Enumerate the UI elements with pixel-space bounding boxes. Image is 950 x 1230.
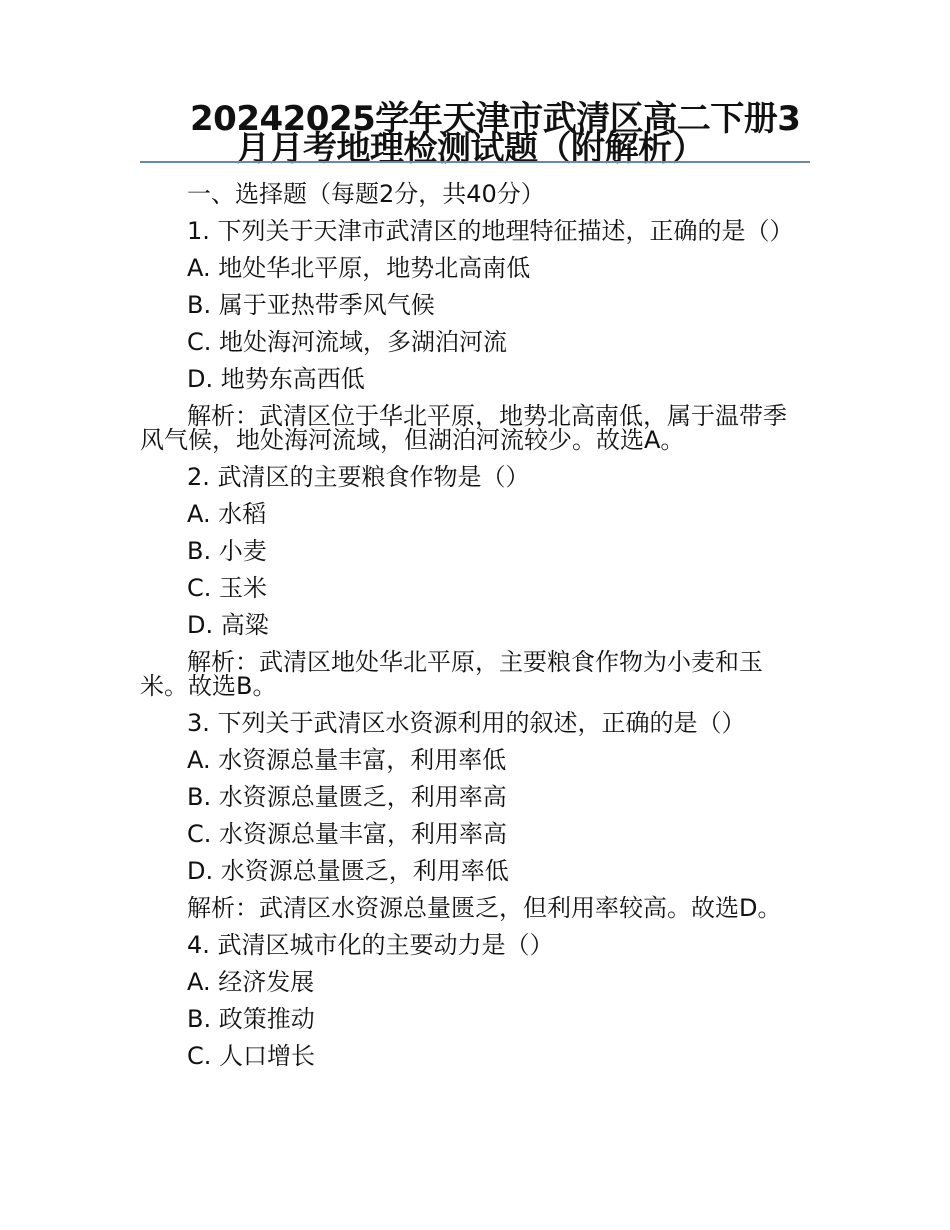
question-2-option-d: D. 高粱 bbox=[187, 611, 269, 639]
question-2-analysis: 解析：武清区地处华北平原，主要粮食作物为小麦和玉米。故选B。 bbox=[140, 648, 763, 700]
document-body bbox=[140, 176, 810, 1075]
title-line-2: 月月考地理检测试题（附解析） bbox=[236, 129, 705, 169]
question-2-option-c: C. 玉米 bbox=[187, 574, 268, 602]
question-4-option-a: A. 经济发展 bbox=[187, 968, 315, 996]
question-3-option-d: D. 水资源总量匮乏，利用率低 bbox=[187, 857, 509, 885]
question-3-option-a: A. 水资源总量丰富，利用率低 bbox=[187, 746, 507, 774]
question-1-option-b: B. 属于亚热带季风气候 bbox=[187, 291, 435, 319]
question-3-analysis: 解析：武清区水资源总量匮乏，但利用率较高。故选D。 bbox=[187, 894, 782, 922]
question-3-option-c: C. 水资源总量丰富，利用率高 bbox=[187, 820, 508, 848]
question-1-option-c: C. 地处海河流域，多湖泊河流 bbox=[187, 328, 508, 356]
question-4-option-b: B. 政策推动 bbox=[187, 1005, 315, 1033]
question-2-option-b: B. 小麦 bbox=[187, 537, 267, 565]
question-2-stem: 2. 武清区的主要粮食作物是（） bbox=[187, 463, 530, 491]
question-4-option-c: C. 人口增长 bbox=[187, 1042, 316, 1070]
document-title bbox=[140, 99, 810, 169]
question-3-stem: 3. 下列关于武清区水资源利用的叙述，正确的是（） bbox=[187, 709, 746, 737]
section-heading: 一、选择题（每题2分，共40分） bbox=[187, 180, 545, 208]
question-1-option-a: A. 地处华北平原，地势北高南低 bbox=[187, 254, 531, 282]
question-1-option-d: D. 地势东高西低 bbox=[187, 365, 365, 393]
title-divider bbox=[140, 161, 810, 163]
question-4-stem: 4. 武清区城市化的主要动力是（） bbox=[187, 931, 554, 959]
question-3-option-b: B. 水资源总量匮乏，利用率高 bbox=[187, 783, 507, 811]
question-2-option-a: A. 水稻 bbox=[187, 500, 267, 528]
question-1-stem: 1. 下列关于天津市武清区的地理特征描述，正确的是（） bbox=[187, 217, 794, 245]
title-line-1: 20242025学年天津市武清区高二下册3 bbox=[190, 99, 801, 139]
question-1-analysis: 解析：武清区位于华北平原，地势北高南低，属于温带季风气候，地处海河流域，但湖泊河流较少。故选A。 bbox=[140, 402, 787, 454]
